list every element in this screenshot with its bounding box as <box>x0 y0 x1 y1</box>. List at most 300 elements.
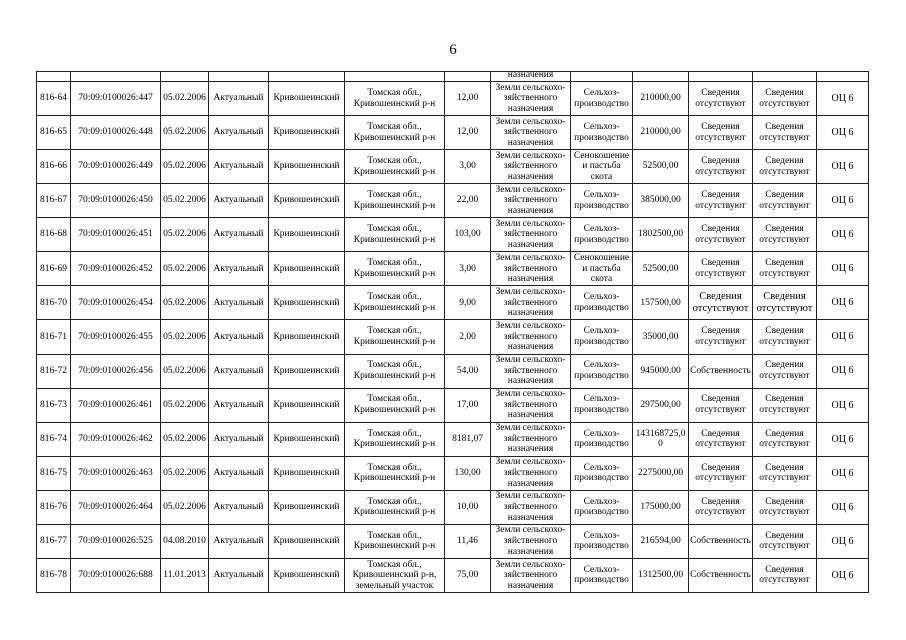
area: 11,46 <box>456 536 479 547</box>
status: Актуальный <box>213 433 264 444</box>
rights-cell <box>689 252 753 286</box>
use-cell <box>571 320 633 354</box>
cost-cell <box>633 218 689 252</box>
table-body <box>37 72 869 593</box>
category-line: Земли сельскохо- <box>495 491 566 502</box>
encumbrance-line: отсутствуют <box>759 200 810 211</box>
rights-line: Сведения <box>701 190 740 201</box>
area-cell <box>445 490 491 524</box>
status: Актуальный <box>213 331 264 342</box>
area: 2,00 <box>459 331 476 342</box>
date-cell <box>161 558 209 592</box>
address-line: Кривошеинский р-н <box>353 439 436 450</box>
district-cell <box>269 286 345 320</box>
encumbrance-line: отсутствуют <box>759 234 810 245</box>
encumbrance-cell <box>753 82 817 116</box>
table-row <box>37 456 869 490</box>
cadastral-number: 70:09:0100026:464 <box>78 501 153 512</box>
district-cell <box>269 320 345 354</box>
encumbrance-line: Сведения <box>765 428 804 439</box>
row-number: 816-64 <box>40 93 67 104</box>
row-number: 816-77 <box>40 536 67 547</box>
table-row <box>37 286 869 320</box>
permitted-use-line: Сельхоз- <box>583 326 620 337</box>
cadastral-cost: 216594,00 <box>640 536 681 547</box>
category-line: зяйственного <box>503 263 558 274</box>
permitted-use-line: Сельхоз- <box>583 360 620 371</box>
status: Актуальный <box>213 127 264 138</box>
rights-line: отсутствуют <box>695 336 746 347</box>
permitted-use-line: производство <box>574 200 629 211</box>
status-cell <box>209 490 269 524</box>
area-cell <box>445 184 491 218</box>
cadastral-number-cell <box>71 456 161 490</box>
rights-line: Сведения <box>701 258 740 269</box>
date-cell <box>161 252 209 286</box>
oc-code: ОЦ 6 <box>831 467 854 479</box>
district: Кривошеинский <box>273 297 340 308</box>
cadastral-number-cell <box>71 422 161 456</box>
category-line: Земли сельскохо- <box>495 389 566 400</box>
area-cell <box>445 320 491 354</box>
encumbrance-line: Сведения <box>765 530 804 541</box>
status-cell <box>209 558 269 592</box>
category-line: зяйственного <box>503 501 558 512</box>
area: 3,00 <box>459 161 476 172</box>
category-line: назначения <box>507 410 554 421</box>
cadastral-number-cell <box>71 388 161 422</box>
cadastral-number-cell <box>71 218 161 252</box>
cadastral-cost: 0 <box>658 439 663 450</box>
category-cell <box>491 524 571 558</box>
registration-date: 05.02.2006 <box>163 127 206 138</box>
address-line: Кривошеинский р-н <box>353 200 436 211</box>
cadastral-number: 70:09:0100026:454 <box>78 297 153 308</box>
area: 12,00 <box>456 127 479 138</box>
use-cell <box>571 456 633 490</box>
category-line: зяйственного <box>503 365 558 376</box>
address-line: Томская обл., <box>367 190 422 201</box>
date-cell <box>161 388 209 422</box>
status: Актуальный <box>213 536 264 547</box>
district-cell <box>269 218 345 252</box>
encumbrance-line: Сведения <box>765 496 804 507</box>
rights-cell <box>689 524 753 558</box>
permitted-use-line: Сельхоз- <box>583 564 620 575</box>
category-cell <box>491 422 571 456</box>
row-number: 816-70 <box>40 297 67 308</box>
rights-line: отсутствуют <box>695 166 746 177</box>
status-cell <box>209 150 269 184</box>
oc-code: ОЦ 6 <box>831 161 854 173</box>
permitted-use-line: Сельхоз- <box>583 224 620 235</box>
permitted-use-line: производство <box>574 132 629 143</box>
oc-cell <box>817 82 869 116</box>
district-cell <box>269 354 345 388</box>
oc-cell <box>817 456 869 490</box>
use-cell <box>571 82 633 116</box>
encumbrance-cell <box>753 218 817 252</box>
table-row <box>37 422 869 456</box>
category-cell <box>491 116 571 150</box>
row-number-cell <box>37 116 71 150</box>
use-cell <box>571 354 633 388</box>
cadastral-number: 70:09:0100026:461 <box>78 399 153 410</box>
address-line: Томская обл., <box>367 121 422 132</box>
encumbrance-line: отсутствуют <box>759 336 810 347</box>
area-cell <box>445 524 491 558</box>
category-line: назначения <box>507 274 554 285</box>
rights-cell <box>689 490 753 524</box>
table-row <box>37 558 869 592</box>
encumbrance-line: отсутствуют <box>759 132 810 143</box>
cost-cell <box>633 388 689 422</box>
permitted-use-line: Сельхоз- <box>583 121 620 132</box>
cost-cell <box>633 422 689 456</box>
category-line: Земли сельскохо- <box>495 82 566 93</box>
row-number: 816-67 <box>40 195 67 206</box>
category-line: зяйственного <box>503 536 558 547</box>
oc-cell <box>817 422 869 456</box>
row-number-cell <box>37 150 71 184</box>
status: Актуальный <box>213 263 264 274</box>
oc-cell <box>817 558 869 592</box>
district-cell <box>269 82 345 116</box>
permitted-use-line: производство <box>574 507 629 518</box>
rights-cell <box>689 184 753 218</box>
registration-date: 05.02.2006 <box>163 501 206 512</box>
address-line: Томская обл., <box>367 559 422 570</box>
category-line: Земли сельскохо- <box>495 321 566 332</box>
district-cell <box>269 252 345 286</box>
oc-cell <box>817 286 869 320</box>
encumbrance-line: Сведения <box>765 394 804 405</box>
status-cell <box>209 320 269 354</box>
address-cell <box>345 558 445 592</box>
encumbrance-line: Сведения <box>763 291 806 303</box>
oc-cell <box>817 218 869 252</box>
rights-line: Сведения <box>701 496 740 507</box>
category-line: зяйственного <box>503 229 558 240</box>
cost-cell <box>633 150 689 184</box>
district-cell <box>269 456 345 490</box>
category-cell <box>491 286 571 320</box>
encumbrance-cell <box>753 422 817 456</box>
category-line: зяйственного <box>503 570 558 581</box>
address-line: Томская обл., <box>367 360 422 371</box>
cadastral-number-cell <box>71 150 161 184</box>
encumbrance-line: Сведения <box>765 326 804 337</box>
oc-cell <box>817 116 869 150</box>
address-cell <box>345 388 445 422</box>
address-cell <box>345 252 445 286</box>
cadastral-number: 70:09:0100026:447 <box>78 93 153 104</box>
permitted-use-line: скота <box>590 274 613 285</box>
row-number-cell <box>37 320 71 354</box>
rights-cell <box>689 422 753 456</box>
category-line: назначения <box>507 478 554 489</box>
permitted-use-line: скота <box>590 171 613 182</box>
status-cell <box>209 286 269 320</box>
rights-line: отсутствуют <box>695 132 746 143</box>
use-cell <box>571 150 633 184</box>
area: 130,00 <box>454 467 481 478</box>
area: 22,00 <box>456 195 479 206</box>
cadastral-cost: 52500,00 <box>642 263 679 274</box>
address-line: Кривошеинский р-н <box>353 405 436 416</box>
area-cell <box>445 218 491 252</box>
oc-code: ОЦ 6 <box>831 331 854 343</box>
permitted-use-line: производство <box>574 302 629 313</box>
page-number: 6 <box>449 42 457 58</box>
registration-date: 05.02.2006 <box>163 365 206 376</box>
address-cell <box>345 422 445 456</box>
status: Актуальный <box>213 161 264 172</box>
encumbrance-cell <box>753 456 817 490</box>
cost-cell <box>633 286 689 320</box>
table-row <box>37 388 869 422</box>
encumbrance-line: Сведения <box>765 190 804 201</box>
cadastral-number-cell <box>71 524 161 558</box>
row-number-cell <box>37 184 71 218</box>
rights-line: отсутствуют <box>695 98 746 109</box>
area-cell <box>445 116 491 150</box>
address-line: Кривошеинский р-н <box>353 473 436 484</box>
oc-code: ОЦ 6 <box>831 229 854 241</box>
oc-cell <box>817 184 869 218</box>
address-cell <box>345 320 445 354</box>
encumbrance-line: отсутствуют <box>759 405 810 416</box>
row-number: 816-71 <box>40 331 67 342</box>
status-cell <box>209 388 269 422</box>
registration-date: 05.02.2006 <box>163 331 206 342</box>
encumbrance-line: Сведения <box>765 87 804 98</box>
status: Актуальный <box>213 570 264 581</box>
rights-cell <box>689 456 753 490</box>
status: Актуальный <box>213 501 264 512</box>
encumbrance-line: отсутствуют <box>759 166 810 177</box>
address-line: Кривошеинский р-н, <box>352 570 437 581</box>
area-cell <box>445 82 491 116</box>
cadastral-number-cell <box>71 252 161 286</box>
permitted-use-line: и пастьба <box>582 263 621 274</box>
status-cell <box>209 456 269 490</box>
encumbrance-line: отсутствуют <box>756 302 813 314</box>
category-line: Земли сельскохо- <box>495 559 566 570</box>
date-cell <box>161 218 209 252</box>
permitted-use-line: производство <box>574 541 629 552</box>
use-cell <box>571 252 633 286</box>
cadastral-number-cell <box>71 320 161 354</box>
cadastral-number: 70:09:0100026:450 <box>78 195 153 206</box>
address-cell <box>345 524 445 558</box>
category-cell <box>491 490 571 524</box>
row-number: 816-74 <box>40 433 67 444</box>
address-line: Кривошеинский р-н <box>353 166 436 177</box>
district: Кривошеинский <box>273 195 340 206</box>
area: 12,00 <box>456 93 479 104</box>
date-cell <box>161 354 209 388</box>
category-line: Земли сельскохо- <box>495 457 566 468</box>
address-line: Кривошеинский р-н <box>353 336 436 347</box>
address-line: Кривошеинский р-н <box>353 234 436 245</box>
rights-line: Собственность <box>690 365 751 376</box>
cadastral-number-cell <box>71 286 161 320</box>
row-number-cell <box>37 82 71 116</box>
encumbrance-line: Сведения <box>765 224 804 235</box>
cadastral-number-cell <box>71 184 161 218</box>
area-cell <box>445 422 491 456</box>
use-cell <box>571 218 633 252</box>
cost-cell <box>633 558 689 592</box>
encumbrance-line: отсутствуют <box>759 507 810 518</box>
address-line: Томская обл., <box>367 258 422 269</box>
oc-code: ОЦ 6 <box>831 433 854 445</box>
district-cell <box>269 490 345 524</box>
rights-line: Сведения <box>701 156 740 167</box>
area-cell <box>445 252 491 286</box>
address-line: Томская обл., <box>367 428 422 439</box>
category-line: назначения <box>507 376 554 387</box>
permitted-use-line: Сельхоз- <box>583 462 620 473</box>
continued-category-cell <box>491 72 571 82</box>
oc-cell <box>817 490 869 524</box>
district: Кривошеинский <box>273 501 340 512</box>
row-number-cell <box>37 218 71 252</box>
encumbrance-cell <box>753 388 817 422</box>
cadastral-cost: 143168725,0 <box>635 428 686 439</box>
rights-line: отсутствуют <box>695 200 746 211</box>
category-line: назначения <box>507 444 554 455</box>
rights-line: отсутствуют <box>695 268 746 279</box>
cadastral-cost: 210000,00 <box>640 93 681 104</box>
category-line: назначения <box>507 512 554 523</box>
cadastral-cost: 297500,00 <box>640 399 681 410</box>
status-cell <box>209 82 269 116</box>
status: Актуальный <box>213 399 264 410</box>
cost-cell <box>633 490 689 524</box>
row-number: 816-73 <box>40 399 67 410</box>
oc-cell <box>817 388 869 422</box>
cadastral-number-cell <box>71 490 161 524</box>
category-line: Земли сельскохо- <box>495 525 566 536</box>
encumbrance-cell <box>753 184 817 218</box>
cadastral-number: 70:09:0100026:455 <box>78 331 153 342</box>
row-number: 816-65 <box>40 127 67 138</box>
category-cell <box>491 388 571 422</box>
rights-cell <box>689 354 753 388</box>
category-line: зяйственного <box>503 127 558 138</box>
date-cell <box>161 320 209 354</box>
district-cell <box>269 422 345 456</box>
rights-line: Сведения <box>701 224 740 235</box>
district: Кривошеинский <box>273 127 340 138</box>
status-cell <box>209 116 269 150</box>
row-number: 816-69 <box>40 263 67 274</box>
category-line: зяйственного <box>503 161 558 172</box>
oc-cell <box>817 524 869 558</box>
rights-cell <box>689 388 753 422</box>
area: 3,00 <box>459 263 476 274</box>
address-line: Томская обл., <box>367 462 422 473</box>
permitted-use-line: Сельхоз- <box>583 394 620 405</box>
address-line: Кривошеинский р-н <box>353 132 436 143</box>
address-cell <box>345 286 445 320</box>
status: Актуальный <box>213 365 264 376</box>
category-line: назначения <box>507 546 554 557</box>
cadastral-cost: 210000,00 <box>640 127 681 138</box>
row-number-cell <box>37 422 71 456</box>
date-cell <box>161 116 209 150</box>
cadastral-number: 70:09:0100026:525 <box>78 536 153 547</box>
category-line: зяйственного <box>503 93 558 104</box>
category-cell <box>491 456 571 490</box>
area-cell <box>445 388 491 422</box>
row-number: 816-78 <box>40 570 67 581</box>
category-line: назначения <box>507 342 554 353</box>
category-cell <box>491 558 571 592</box>
cadastral-number: 70:09:0100026:449 <box>78 161 153 172</box>
cadastral-cost: 1312500,00 <box>637 570 684 581</box>
address-cell <box>345 456 445 490</box>
oc-code: ОЦ 6 <box>831 263 854 275</box>
status-cell <box>209 184 269 218</box>
category-line: зяйственного <box>503 297 558 308</box>
address-line: Кривошеинский р-н <box>353 507 436 518</box>
land-registry-table <box>36 71 869 593</box>
oc-code: ОЦ 6 <box>831 92 854 104</box>
rights-cell <box>689 82 753 116</box>
cadastral-number: 70:09:0100026:452 <box>78 263 153 274</box>
rights-line: отсутствуют <box>695 405 746 416</box>
area: 17,00 <box>456 399 479 410</box>
cost-cell <box>633 354 689 388</box>
address-line: Томская обл., <box>367 156 422 167</box>
district: Кривошеинский <box>273 263 340 274</box>
use-cell <box>571 490 633 524</box>
rights-line: отсутствуют <box>692 302 749 314</box>
category-line: назначения <box>507 580 554 591</box>
cadastral-cost: 157500,00 <box>640 297 681 308</box>
district: Кривошеинский <box>273 570 340 581</box>
rights-line: Собственность <box>690 536 751 547</box>
address-line: Томская обл., <box>367 326 422 337</box>
category-line: зяйственного <box>503 399 558 410</box>
district-cell <box>269 116 345 150</box>
cadastral-number: 70:09:0100026:688 <box>78 570 153 581</box>
date-cell <box>161 524 209 558</box>
registration-date: 05.02.2006 <box>163 297 206 308</box>
district: Кривошеинский <box>273 331 340 342</box>
category-line: зяйственного <box>503 195 558 206</box>
district: Кривошеинский <box>273 467 340 478</box>
use-cell <box>571 524 633 558</box>
encumbrance-cell <box>753 490 817 524</box>
registration-date: 05.02.2006 <box>163 467 206 478</box>
cadastral-number: 70:09:0100026:448 <box>78 127 153 138</box>
date-cell <box>161 456 209 490</box>
permitted-use-line: Сельхоз- <box>583 496 620 507</box>
encumbrance-line: Сведения <box>765 258 804 269</box>
oc-code: ОЦ 6 <box>831 569 854 581</box>
table-row <box>37 116 869 150</box>
table-row <box>37 524 869 558</box>
permitted-use-line: Сельхоз- <box>583 87 620 98</box>
address-cell <box>345 82 445 116</box>
rights-line: отсутствуют <box>695 234 746 245</box>
row-number: 816-66 <box>40 161 67 172</box>
permitted-use-line: Сенокошение <box>573 150 630 161</box>
